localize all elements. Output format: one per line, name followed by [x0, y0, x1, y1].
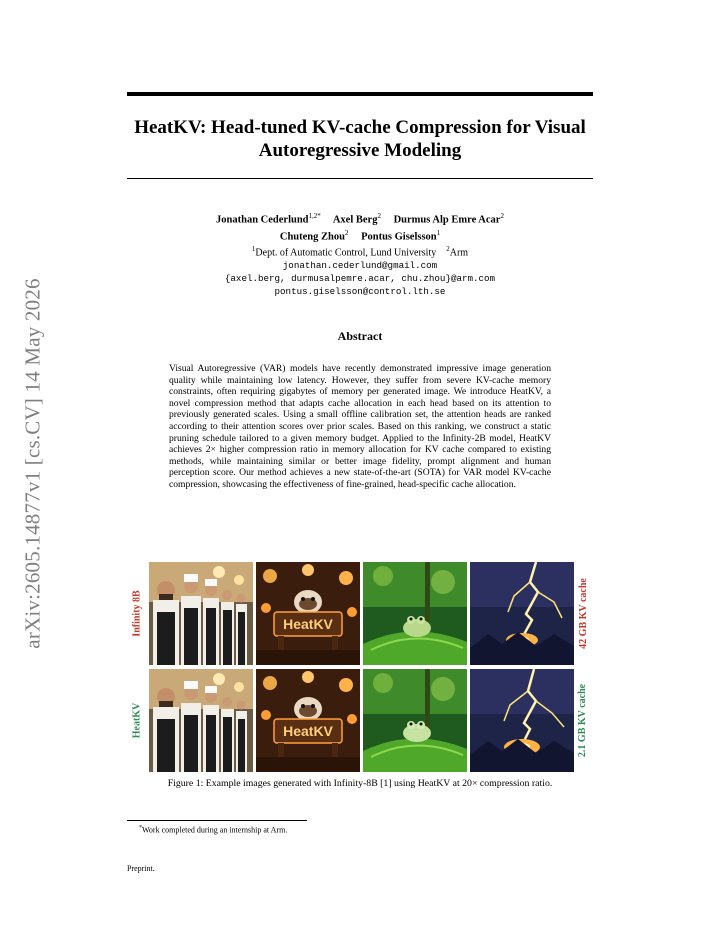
row-label-infinity: Infinity 8B [131, 590, 143, 637]
image-lightning [470, 562, 574, 665]
abstract-body: Visual Autoregressive (VAR) models have recently demonstrated impressive image generation quality while maintaining low latency. However, they suffer from severe KV-cache memory constraints, often requiring gigabytes of memory per generated image. We introduce HeatKV, a novel compression method that adapts cache allocation in each head based on its attention to previously generated scales. Using a small offline calibration set, the attention heads are ranked according to their attention scores over prior scales. Based on this ranking, we construct a static pruning schedule tailored to a given memory budget. Applied to the Infinity-2B model, HeatKV achieves 2× higher compression ratio in memory allocation for KV cache compared to existing methods, while maintaining similar or better image fidelity, prompt alignment and human perception score. Our method achieves a new state-of-the-art (SOTA) for VAR model KV-cache compression, showcasing the effectiveness of fine-grained, head-specific cache allocation. [169, 363, 551, 490]
row-label-2gb: 2.1 GB KV cache [577, 683, 589, 758]
image-chefs [149, 562, 253, 665]
image-lightning-heatkv [470, 669, 574, 772]
image-ferret-sign [256, 562, 360, 665]
sign-text: HeatKV [283, 723, 333, 739]
sign-text: HeatKV [283, 616, 333, 632]
footnote: *Work completed during an internship at Arm. [139, 825, 288, 835]
author-name: Jonathan Cederlund [216, 214, 309, 226]
preprint-label: Preprint. [127, 864, 155, 873]
figure-caption: Figure 1: Example images generated with Infinity-8B [1] using HeatKV at 20× compression ratio. [167, 778, 553, 789]
author-name: Chuteng Zhou [279, 231, 345, 242]
author-name: Axel Berg [332, 214, 378, 226]
author-list: Jonathan Cederlund$^{1,2*}$ Axel Berg$^2$ Durmus Alp Emre Acar$^2$ Chuteng Zhou$^2$ Pontus Giselsson$^1$ [216, 212, 504, 242]
email-address[interactable]: jonathan.cederlund@gmail.com [282, 260, 438, 272]
title-top-rule [127, 92, 593, 96]
footnote-rule [127, 820, 307, 821]
affiliation-lund: Dept. of Automatic Control, Lund University [255, 247, 437, 259]
author-name: Durmus Alp Emre Acar [393, 214, 501, 226]
affiliations: $^1$Dept. of Automatic Control, Lund University $^2$Arm jonathan.cederlund@gmail.com {axel.berg, durmusalpemre.acar, chu.zhou}@arm.com pontus.giselsson@control.lth.se [127, 243, 593, 298]
paper-title: HeatKV: Head-tuned KV-cache Compression for Visual Autoregressive Modeling [134, 117, 586, 161]
image-chefs-heatkv [149, 669, 253, 772]
email-address[interactable]: {axel.berg, durmusalpemre.acar, chu.zhou}@arm.com [224, 273, 496, 285]
image-frog [363, 562, 467, 665]
row-label-42gb: 42 GB KV cache [577, 578, 589, 649]
email-address[interactable]: pontus.giselsson@control.lth.se [274, 286, 446, 298]
affiliation-arm: Arm [449, 247, 469, 259]
image-frog-heatkv [363, 669, 467, 772]
image-ferret-sign-heatkv [256, 669, 360, 772]
row-label-heatkv: HeatKV [131, 702, 143, 739]
arxiv-identifier [8, 253, 58, 673]
title-bottom-rule [127, 178, 593, 179]
author-name: Pontus Giselsson [361, 231, 437, 242]
abstract-heading: Abstract [337, 329, 383, 343]
figure-1 [127, 562, 593, 772]
arxiv-id-text: arXiv:2605.14877v1 [cs.CV] 14 May 2026 [20, 277, 45, 649]
